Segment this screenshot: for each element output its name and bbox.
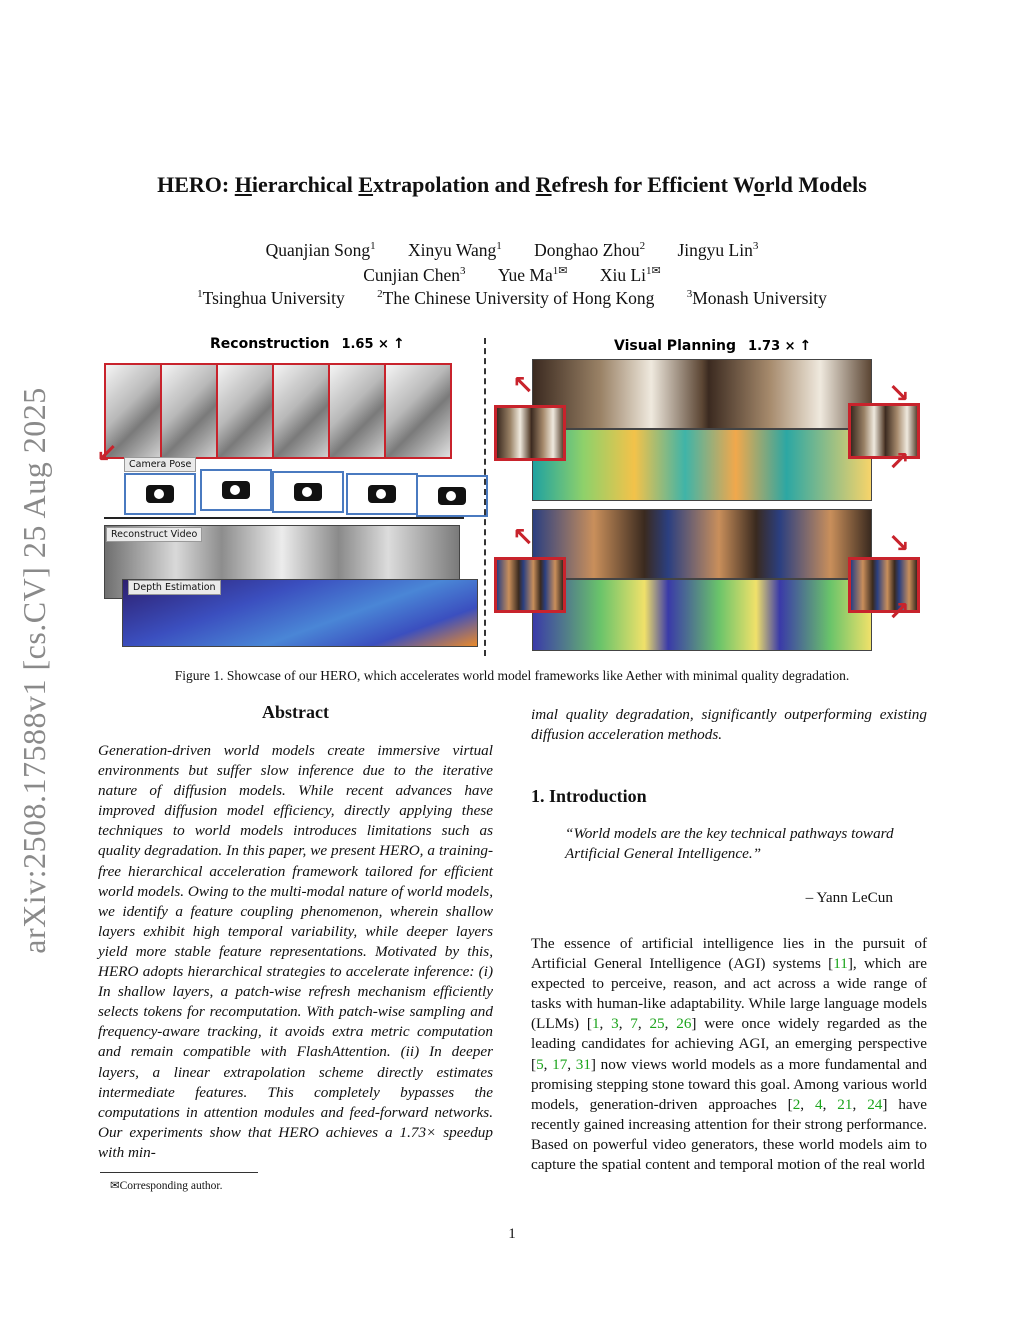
reconstruction-speedup: 1.65 × — [341, 337, 389, 352]
curved-arrow-icon: ↗ — [888, 597, 910, 627]
citation-link[interactable]: 31 — [575, 1055, 591, 1073]
indoor-depth-strip — [532, 429, 872, 501]
citation-link[interactable]: 2 — [792, 1095, 801, 1113]
up-arrow-icon: ↑ — [392, 336, 405, 352]
author-line-1: Quanjian Song$^1$ Xinyu Wang$^1$ Donghao Zhou$^2$ Jingyu Lin$^3$ — [265, 240, 759, 260]
author-line-2: Cunjian Chen$^3$ Yue $Ma^{1✉}$ Xiu $Li^{1✉}$ — [363, 264, 661, 285]
up-arrow-icon: ↑ — [799, 338, 812, 354]
outdoor-rgb-strip — [532, 509, 872, 579]
camera-icon — [272, 471, 344, 513]
author-name: Cunjian Chen — [363, 264, 460, 285]
camera-icon — [346, 473, 418, 515]
citation-link[interactable]: 1 — [591, 1015, 600, 1033]
citation-link[interactable]: 3 — [611, 1015, 619, 1033]
intro-paragraph: The essence of artificial intelligence lies in the pursuit of Artificial General Intelligence (AGI) systems [11], which are expected to perceive, reason, and act across a wide range of tasks with human-like adaptability. While large language models (LLMs) [1, 3, 7, 25, 26] were once widely regarded as the leading candidates for achieving AGI, an emerging perspective [5, 17, 31] now views world models as a more fundamental and promising stepping stone toward this goal. Among various world models, generation-driven approaches [2, 4, 21, 24] have recently gained increasing attention for their strong performance. Based on powerful video generators, these world models aim to capture the spatial content and temporal motion of the real world — [531, 935, 928, 1174]
figure-divider — [484, 338, 486, 656]
curved-arrow-icon: ↙ — [96, 439, 118, 469]
author-name: Xinyu Wang — [408, 240, 497, 260]
curved-arrow-icon: ↖ — [512, 371, 534, 401]
indoor-input-thumbnail — [494, 405, 566, 461]
outdoor-input-thumbnail — [494, 557, 566, 613]
citation-link[interactable]: 24 — [867, 1095, 883, 1113]
abstract-continued: imal quality degradation, significantly outperforming existing diffusion acceleration methods. — [531, 706, 927, 744]
citation-link[interactable]: 5 — [536, 1055, 544, 1073]
curved-arrow-icon: ↘ — [888, 529, 910, 559]
page-number: 1 — [508, 1226, 516, 1242]
reconstruction-title: Reconstruction 1.65 × ↑ — [210, 336, 405, 352]
author-name: Xiu Li — [599, 264, 647, 285]
citation-link[interactable]: 26 — [676, 1015, 692, 1033]
reconstruct-video-label: Reconstruct Video — [106, 527, 202, 542]
affiliation: The Chinese University of Hong Kong — [382, 288, 655, 308]
author-name: Donghao Zhou — [534, 240, 640, 260]
curved-arrow-icon: ↘ — [888, 379, 910, 409]
depth-estimation-label: Depth Estimation — [128, 580, 221, 595]
intro-heading: 1. Introduction — [531, 786, 647, 806]
arxiv-id: arXiv:2508.17588v1 [cs.CV] 25 Aug 2025 — [15, 386, 52, 954]
recon-frame — [384, 363, 452, 459]
indoor-rgb-strip — [532, 359, 872, 429]
camera-icon — [416, 475, 488, 517]
figure-1 — [96, 333, 925, 663]
author-name: Jingyu Lin — [677, 240, 753, 260]
affiliation: Monash University — [692, 288, 827, 308]
visual-planning-title: Visual Planning 1.73 × ↑ — [614, 338, 812, 354]
citation-link[interactable]: 25 — [649, 1015, 665, 1033]
quote-author: – Yann LeCun — [805, 889, 893, 906]
outdoor-depth-strip — [532, 579, 872, 651]
footnote: ✉Corresponding author. — [110, 1180, 223, 1192]
citation-link[interactable]: 4 — [815, 1095, 823, 1113]
affiliations: $^1$Tsinghua University $^2$The Chinese University of Hong Kong $^3$Monash University — [197, 288, 827, 308]
abstract-text: Generation-driven world models create immersive virtual environments but suffer slow inference due to the iterative nature of diffusion models. While recent advances have improved diffusion model efficiency, directly applying these techniques to world models introduces limitations such as quality degradation. In this paper, we present HERO, a training-free hierarchical acceleration framework tailored for efficient world models. Owing to the multi-modal nature of world models, we identify a feature coupling phenomenon, wherein shallow layers exhibit high temporal variability, while deeper layers yield more stable feature representations. Motivated by this, HERO adopts hierarchical strategies to accelerate inference: (i) In shallow layers, a patch-wise refresh mechanism efficiently selects tokens for recomputation. With patch-wise sampling and frequency-aware tracking, it avoids extra metric computation and remain compatible with FlashAttention. (ii) In deeper layers, a linear extrapolation scheme directly estimates intermediate features. This completely bypasses the computations in attention modules and feed-forward networks. Our experiments show that HERO achieves a 1.73× speedup with min- — [98, 742, 493, 1161]
citation-link[interactable]: 17 — [552, 1055, 568, 1073]
citation-link[interactable]: 21 — [837, 1095, 853, 1113]
citation-link[interactable]: 11 — [833, 955, 848, 973]
paper-title: HERO: Hierarchical Extrapolation and Refresh for Efficient World Models — [157, 172, 867, 197]
visual-planning-speedup: 1.73 × — [748, 339, 796, 354]
divider — [104, 517, 464, 519]
citation-link[interactable]: 7 — [630, 1015, 638, 1033]
camera-icon — [124, 473, 196, 515]
camera-icon — [200, 469, 272, 511]
abstract-heading: Abstract — [262, 702, 329, 722]
intro-quote: “World models are the key technical pathways toward Artificial General Intelligence.” — [565, 825, 894, 863]
affiliation: Tsinghua University — [202, 288, 345, 308]
author-name: Yue Ma — [497, 264, 553, 285]
author-name: Quanjian Song — [265, 240, 371, 260]
footnote-rule — [100, 1172, 258, 1173]
figure-caption: Figure 1. Showcase of our HERO, which accelerates world model frameworks like Aether with minimal quality degradation. — [174, 668, 850, 683]
curved-arrow-icon: ↗ — [888, 447, 910, 477]
camera-pose-label: Camera Pose — [124, 457, 196, 472]
curved-arrow-icon: ↖ — [512, 523, 534, 553]
